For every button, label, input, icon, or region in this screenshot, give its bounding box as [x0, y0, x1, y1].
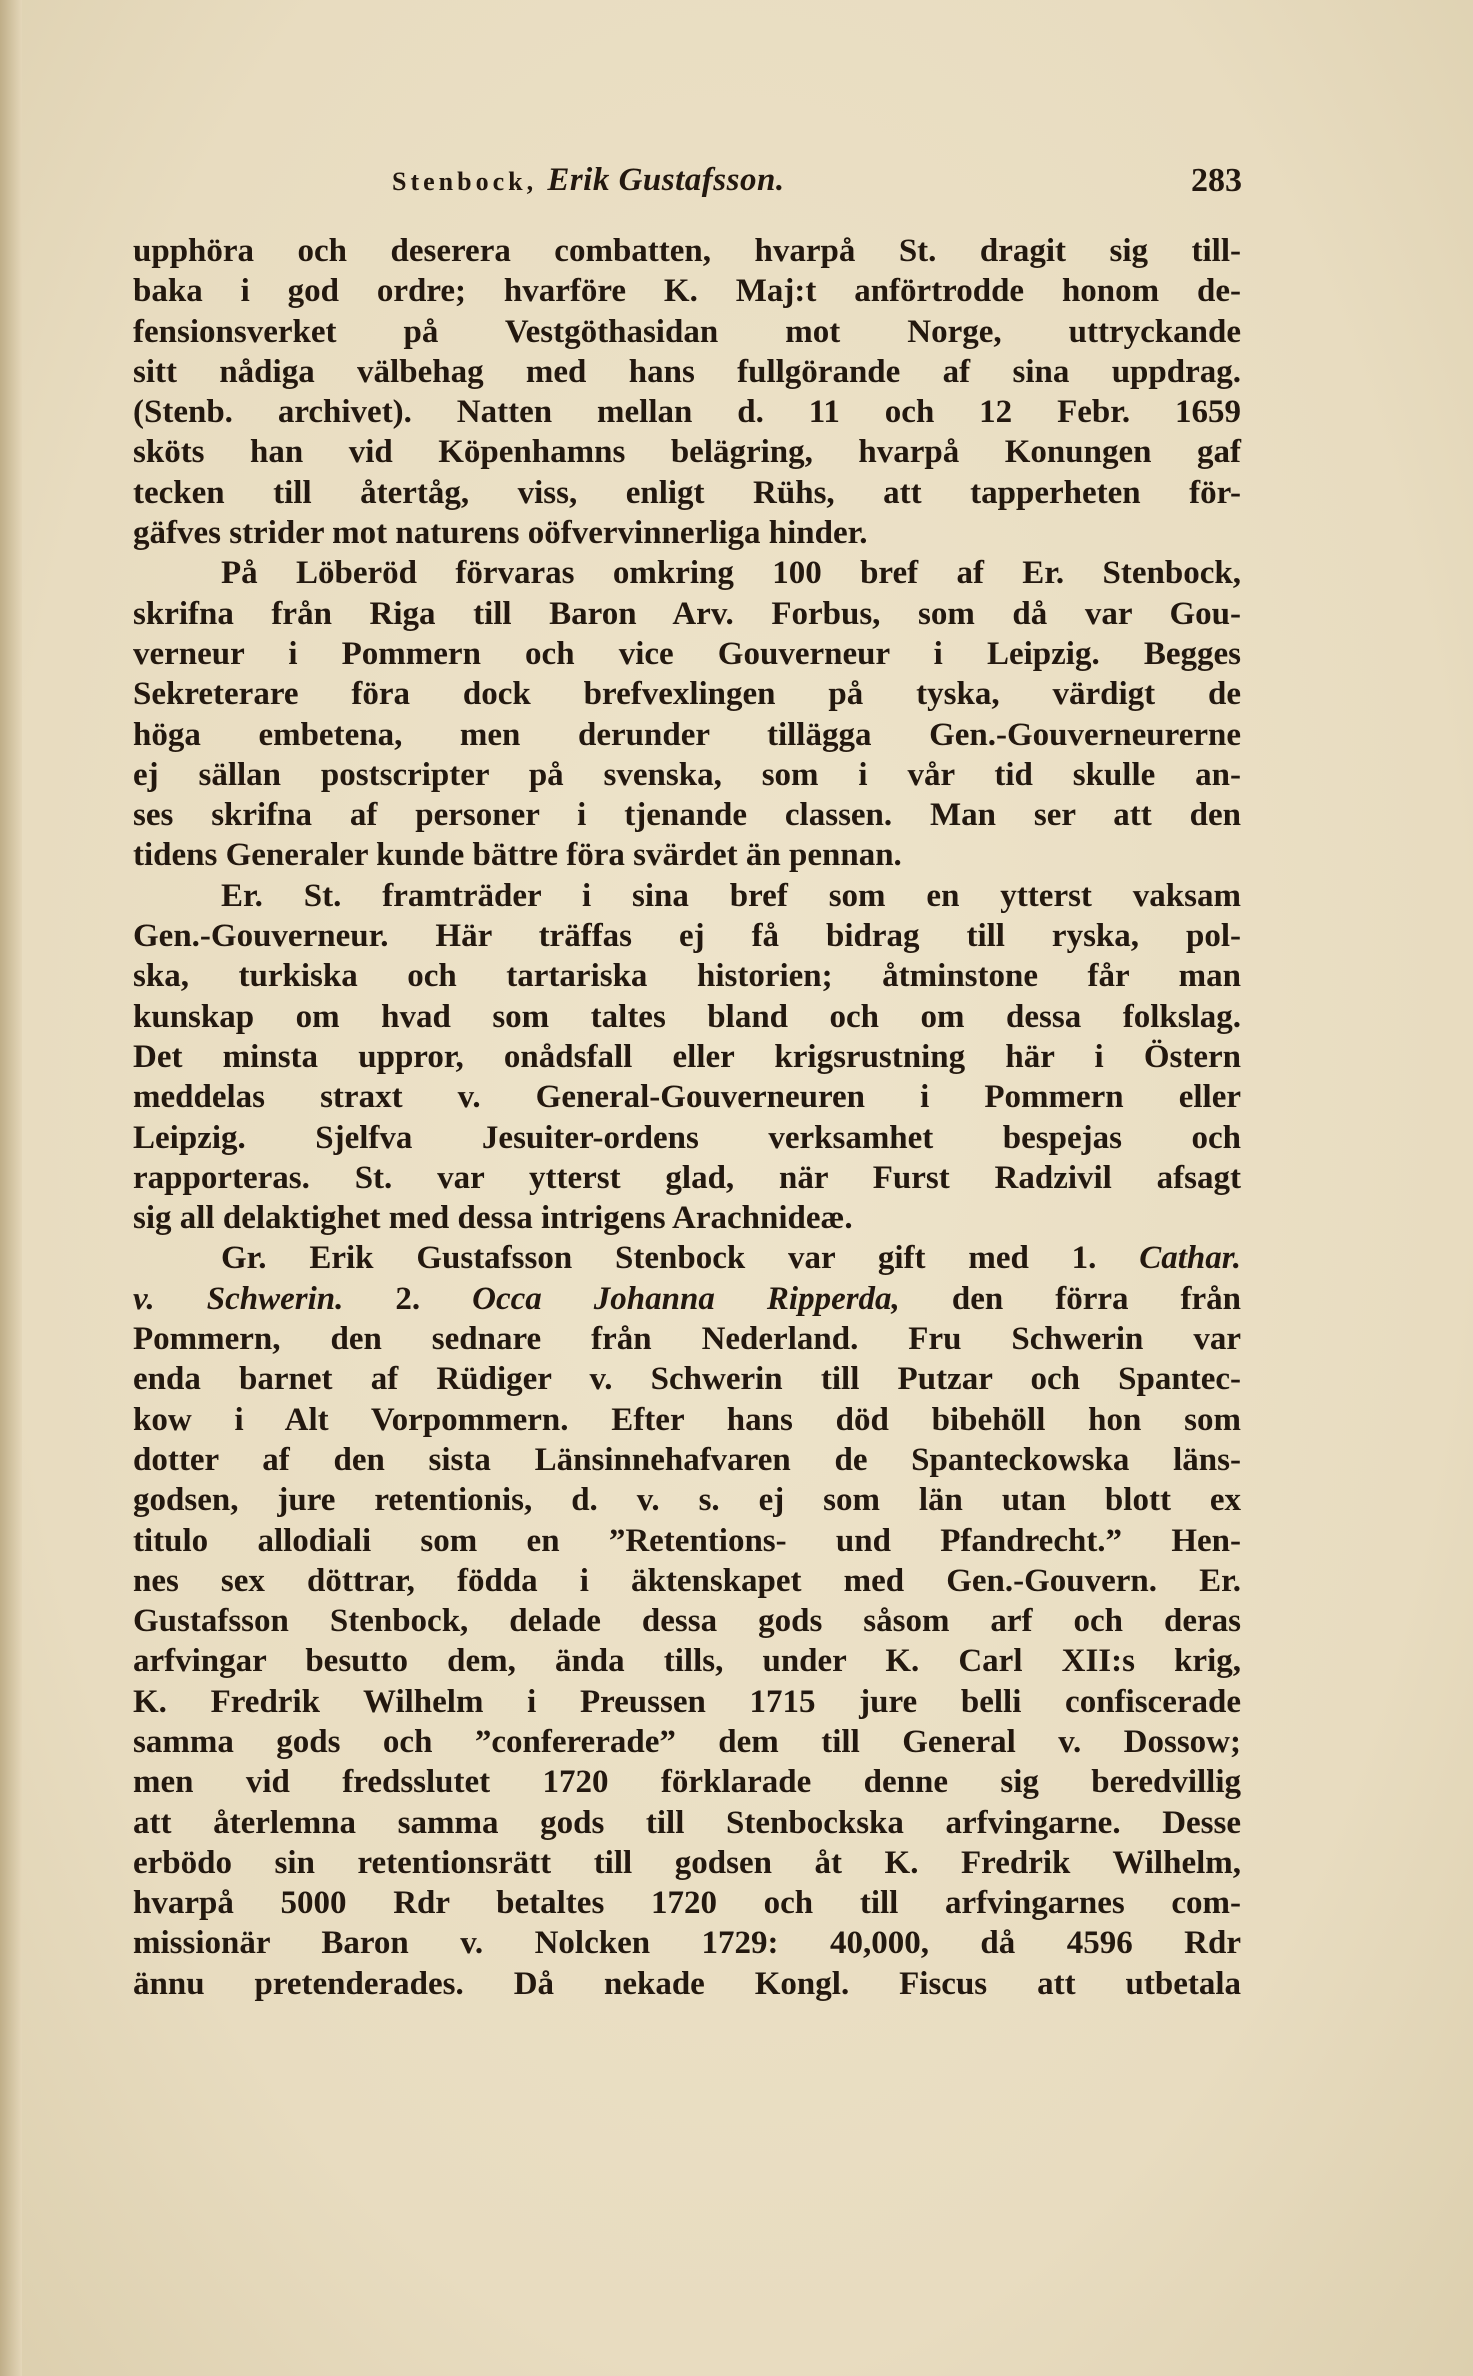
text-segment: 2.: [395, 1280, 421, 1317]
text-line: missionär Baron v. Nolcken 1729: 40,000, då 4596 Rdr: [133, 1925, 1241, 1962]
page-gutter-shadow: [0, 0, 22, 2376]
text-line: arfvingar besutto dem, ända tills, under K. Carl XII:s krig,: [133, 1643, 1241, 1680]
text-line: erbödo sin retentionsrätt till godsen åt K. Fredrik Wilhelm,: [133, 1844, 1241, 1881]
text-line: tidens Generaler kunde bättre föra svärdet än pennan.: [133, 837, 902, 874]
text-line: gäfves strider mot naturens oöfvervinnerliga hinder.: [133, 515, 868, 552]
text-line: enda barnet af Rüdiger v. Schwerin till Putzar och Spantec-: [133, 1361, 1241, 1398]
text-line-with-italic: [133, 1279, 1241, 1319]
text-line: sköts han vid Köpenhamns belägring, hvarpå Konungen gaf: [133, 434, 1241, 471]
text-line: Sekreterare föra dock brefvexlingen på tyska, värdigt de: [133, 676, 1241, 713]
text-line: kunskap om hvad som taltes bland och om dessa folkslag.: [133, 998, 1241, 1035]
text-segment: Gr. Erik Gustafsson Stenbock var gift med 1.: [221, 1240, 1097, 1277]
text-line: Er. St. framträder i sina bref som en ytterst vaksam: [221, 877, 1241, 914]
text-line: tecken till återtåg, viss, enligt Rühs, att tapperheten för-: [133, 474, 1241, 511]
text-line: att återlemna samma gods till Stenbockska arfvingarne. Desse: [133, 1804, 1241, 1841]
text-line: dotter af den sista Länsinnehafvaren de Spanteckowska läns-: [133, 1441, 1241, 1478]
text-line: sitt nådiga välbehag med hans fullgörande af sina uppdrag.: [133, 353, 1241, 390]
text-line-with-italic: [133, 1238, 1241, 1278]
text-line: ej sällan postscripter på svenska, som i vår tid skulle an-: [133, 756, 1241, 793]
text-line: godsen, jure retentionis, d. v. s. ej som län utan blott ex: [133, 1482, 1241, 1519]
text-line: rapporteras. St. var ytterst glad, när Furst Radzivil afsagt: [133, 1159, 1241, 1196]
text-line: upphöra och deserera combatten, hvarpå St. dragit sig till-: [133, 233, 1241, 269]
text-segment: den förra från: [951, 1280, 1242, 1317]
running-head: [392, 162, 785, 199]
text-line: ännu pretenderades. Då nekade Kongl. Fiscus att utbetala: [133, 1965, 1241, 2002]
running-head-surname: Stenbock,: [392, 167, 538, 196]
text-line: fensionsverket på Vestgöthasidan mot Norge, uttryckande: [133, 313, 1241, 350]
text-line: verneur i Pommern och vice Gouverneur i Leipzig. Begges: [133, 635, 1241, 672]
text-line: titulo allodiali som en ”Retentions- und Pfandrecht.” Hen-: [133, 1522, 1241, 1559]
text-line: meddelas straxt v. General-Gouverneuren i Pommern eller: [133, 1079, 1241, 1116]
body-text: [133, 231, 1241, 2004]
text-line: (Stenb. archivet). Natten mellan d. 11 och 12 Febr. 1659: [133, 394, 1241, 431]
text-line: Pommern, den sednare från Nederland. Fru Schwerin var: [133, 1321, 1241, 1358]
italic-name: Occa Johanna Ripperda,: [472, 1280, 900, 1317]
italic-name: Cathar.: [1139, 1240, 1241, 1277]
text-line: hvarpå 5000 Rdr betaltes 1720 och till arfvingarnes com-: [133, 1885, 1241, 1922]
text-line: Gen.-Gouverneur. Här träffas ej få bidrag till ryska, pol-: [133, 918, 1241, 955]
text-line: Det minsta uppror, onådsfall eller krigsrustning här i Östern: [133, 1038, 1241, 1075]
text-line: Leipzig. Sjelfva Jesuiter-ordens verksamhet bespejas och: [133, 1119, 1241, 1156]
text-line: samma gods och ”confererade” dem till General v. Dossow;: [133, 1723, 1241, 1760]
running-head-given-names: Erik Gustafsson.: [547, 162, 785, 198]
text-line: K. Fredrik Wilhelm i Preussen 1715 jure belli confiscerade: [133, 1683, 1241, 1720]
text-line: sig all delaktighet med dessa intrigens Arachnideæ.: [133, 1200, 853, 1237]
italic-name: Schwerin.: [206, 1280, 344, 1317]
text-line: höga embetena, men derunder tillägga Gen.-Gouverneurerne: [133, 716, 1241, 753]
text-line: ses skrifna af personer i tjenande classen. Man ser att den: [133, 797, 1241, 834]
text-line: baka i god ordre; hvarföre K. Maj:t anförtrodde honom de-: [133, 273, 1241, 310]
page-header: [392, 162, 1242, 208]
text-line: ska, turkiska och tartariska historien; åtminstone får man: [133, 958, 1241, 995]
text-line: kow i Alt Vorpommern. Efter hans död bibehöll hon som: [133, 1401, 1241, 1438]
text-line: På Löberöd förvaras omkring 100 bref af Er. Stenbock,: [221, 555, 1241, 592]
text-line: nes sex döttrar, födda i äktenskapet med Gen.-Gouvern. Er.: [133, 1562, 1241, 1599]
text-line: Gustafsson Stenbock, delade dessa gods såsom arf och deras: [133, 1603, 1241, 1640]
text-line: skrifna från Riga till Baron Arv. Forbus, som då var Gou-: [133, 595, 1241, 632]
page-number: 283: [1191, 162, 1242, 199]
text-line: men vid fredsslutet 1720 förklarade denne sig beredvillig: [133, 1764, 1241, 1801]
italic-name: v.: [133, 1280, 155, 1317]
